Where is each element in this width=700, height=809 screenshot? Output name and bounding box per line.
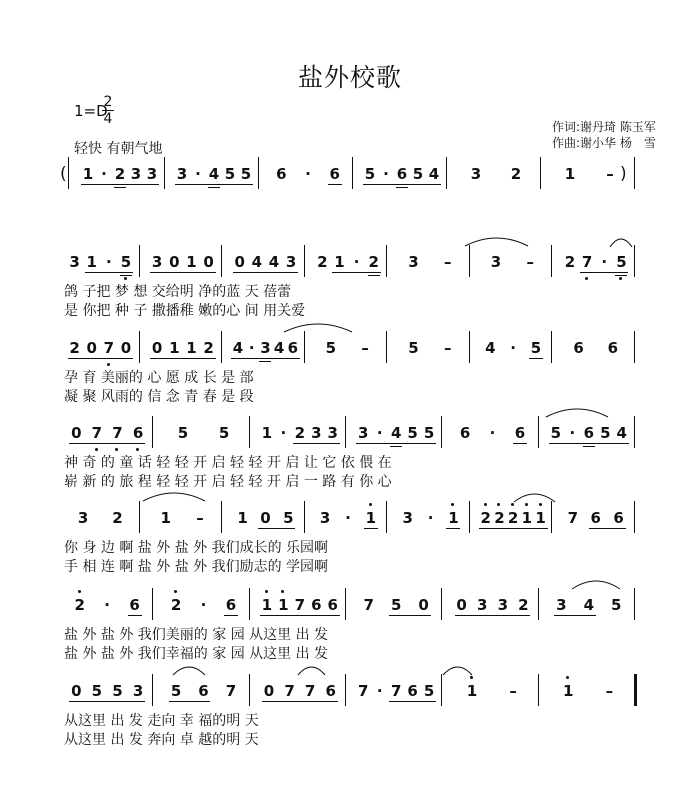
note: 1 [186,253,197,271]
slur-arc [284,324,352,332]
note: 5 [177,424,189,442]
note: 2 [518,596,529,614]
note: 3 [327,424,338,442]
note: 5 [325,339,337,357]
slur-arc [514,494,555,502]
note: 5 [390,596,402,614]
note: 1 [169,339,180,357]
note: 2 [564,253,576,271]
note: 1 [186,339,197,357]
note: 3 [556,596,567,614]
note: 2 [510,165,522,183]
composer-credit: 作曲:谢小华 杨 雪 [552,136,656,150]
note: 1 [446,509,460,527]
note: 7 [110,424,124,442]
note: 6 [131,424,145,442]
note: 4 [251,253,263,271]
note: 0 [169,253,180,271]
note: 5 [364,165,376,183]
note: 2 [114,165,126,183]
note: 3 [69,253,80,271]
note: 3 [490,253,502,271]
note: 2 [479,509,493,527]
note: 4 [390,424,402,442]
note: 5 [112,682,123,700]
dot-mark: · [427,509,434,527]
note: 0 [234,253,245,271]
note: 6 [225,596,237,614]
note: 0 [418,596,429,614]
lyric-line: 凝 聚 风雨的 信 念 青 春 是 段 [64,389,254,405]
note: 3 [311,424,322,442]
note: 3 [497,596,508,614]
note: 5 [530,339,542,357]
note: 5 [407,424,418,442]
note: 0 [71,682,82,700]
note: 6 [198,682,209,700]
note: 7 [225,682,237,700]
note: 7 [567,509,579,527]
slur-arc [143,493,205,501]
note: 3 [408,253,419,271]
lyric-line: 崭 新 的 旅 程 轻 轻 开 启 轻 轻 开 启 一 路 有 你 心 [64,474,392,490]
note: 7 [580,253,594,271]
slur-arc [465,238,528,246]
note: 0 [456,596,467,614]
note: 2 [73,596,87,614]
note: 2 [112,509,123,527]
note: 5 [91,682,103,700]
note: 6 [407,682,418,700]
note: 5 [170,682,182,700]
note: 6 [573,339,584,357]
note: 1 [160,509,171,527]
lyric-line: 从这里 出 发 奔向 卓 越的明 天 [64,732,259,748]
note: 3 [130,165,142,183]
dash-mark: – [361,339,369,357]
note: 6 [583,424,595,442]
note: 7 [102,339,116,357]
note: 5 [611,596,622,614]
close-paren: ) [620,164,627,184]
note: 5 [423,682,435,700]
note: 6 [327,596,338,614]
dot-mark: · [376,682,383,700]
note: 6 [287,339,299,357]
time-bottom: 4 [103,111,113,127]
note: 1 [534,509,548,527]
note: 3 [132,682,144,700]
note: 4 [428,165,440,183]
note: 2 [294,424,306,442]
note: 7 [358,682,369,700]
dot-mark: · [353,253,360,271]
dash-mark: – [196,509,204,527]
note: 3 [151,253,163,271]
dot-mark: · [200,596,207,614]
note: 6 [613,509,624,527]
open-paren: ( [60,164,67,184]
note: 0 [203,253,214,271]
lyricist-credit: 作词:谢丹琦 陈玉军 [552,120,656,134]
dot-mark: · [195,165,201,183]
note: 0 [71,424,82,442]
note: 5 [240,165,252,183]
note: 5 [218,424,230,442]
note: 5 [412,165,424,183]
note: 0 [120,339,132,357]
song-title: 盐外校歌 [297,63,402,92]
slur-arc [443,667,472,675]
dot-mark: · [104,596,110,614]
note: 4 [268,253,280,271]
note: 1 [334,253,345,271]
dot-mark: · [305,165,311,183]
note: 1 [561,682,575,700]
note: 1 [260,596,274,614]
dash-mark: – [605,682,614,700]
slur-arc [546,409,608,417]
note: 3 [476,596,488,614]
dash-mark: – [443,339,452,357]
dash-mark: – [526,253,535,271]
dot-mark: · [601,253,608,271]
dot-mark: · [101,165,107,183]
note: 4 [583,596,595,614]
note: 5 [408,339,419,357]
dot-mark: · [248,339,255,357]
note: 5 [550,424,562,442]
note: 1 [465,682,479,700]
note: 2 [492,509,506,527]
note: 3 [319,509,331,527]
note: 1 [276,596,290,614]
note: 1 [237,509,248,527]
note: 3 [285,253,297,271]
note: 5 [423,424,435,442]
note: 5 [224,165,236,183]
dot-mark: · [280,424,287,442]
lyric-line: 从这里 出 发 走向 幸 福的明 天 [64,713,259,729]
note: 4 [273,339,285,357]
note: 2 [317,253,328,271]
note: 3 [176,165,188,183]
slur-arc [298,667,325,675]
dot-mark: · [345,509,351,527]
note: 2 [368,253,379,271]
note: 1 [520,509,534,527]
note: 6 [276,165,287,183]
note: 6 [607,339,619,357]
note: 6 [329,165,340,183]
note: 3 [470,165,482,183]
dash-mark: – [606,165,614,183]
lyric-line: 鸽 子把 梦 想 交给明 净的蓝 天 蓓蕾 [64,284,292,300]
note: 3 [260,339,271,357]
note: 3 [358,424,369,442]
note: 3 [402,509,413,527]
note: 7 [363,596,374,614]
note: 0 [263,682,275,700]
note: 2 [203,339,214,357]
note: 1 [86,253,97,271]
note: 6 [514,424,526,442]
lyric-line: 你 身 边 啊 盐 外 盐 外 我们成长的 乐园啊 [64,540,329,556]
note: 5 [614,253,628,271]
time-top: 2 [103,94,113,110]
note: 0 [151,339,163,357]
lyric-line: 手 相 连 啊 盐 外 盐 外 我们励志的 学园啊 [64,559,329,575]
key-signature: 1=D [74,102,108,120]
note: 0 [260,509,271,527]
note: 2 [69,339,80,357]
note: 4 [485,339,496,357]
dot-mark: · [510,339,516,357]
note: 4 [616,424,627,442]
note: 6 [590,509,601,527]
note: 1 [364,509,378,527]
tempo-marking: 轻快 有朝气地 [74,141,163,157]
note: 2 [169,596,183,614]
note: 7 [284,682,295,700]
dash-mark: – [443,253,452,271]
note: 5 [119,253,133,271]
note: 1 [564,165,576,183]
note: 3 [146,165,158,183]
dot-mark: · [383,165,389,183]
note: 6 [396,165,408,183]
note: 3 [77,509,89,527]
note: 4 [232,339,244,357]
note: 5 [600,424,611,442]
note: 5 [283,509,294,527]
lyric-line: 盐 外 盐 外 我们美丽的 家 园 从这里 出 发 [64,627,329,643]
note: 6 [325,682,336,700]
dash-mark: – [509,682,517,700]
dot-mark: · [489,424,496,442]
note: 1 [82,165,94,183]
note: 7 [304,682,316,700]
note: 6 [459,424,471,442]
note: 7 [390,682,402,700]
note: 7 [294,596,306,614]
note: 4 [208,165,220,183]
slur-arc [173,667,205,675]
lyric-line: 盐 外 盐 外 我们幸福的 家 园 从这里 出 发 [64,646,329,662]
note: 6 [129,596,140,614]
slur-arc [610,239,632,247]
note: 7 [90,424,104,442]
lyric-line: 神 奇 的 童 话 轻 轻 开 启 轻 轻 开 启 让 它 依 偎 在 [64,455,392,471]
dot-mark: · [105,253,112,271]
note: 0 [86,339,97,357]
dot-mark: · [376,424,383,442]
note: 6 [311,596,322,614]
lyric-line: 是 你把 种 子 撒播稚 嫩的心 间 用关爱 [64,303,306,319]
note: 2 [506,509,520,527]
dot-mark: · [569,424,576,442]
note: 1 [261,424,273,442]
lyric-line: 孕 育 美丽的 心 愿 成 长 是 部 [64,370,254,386]
slur-arc [572,581,620,589]
